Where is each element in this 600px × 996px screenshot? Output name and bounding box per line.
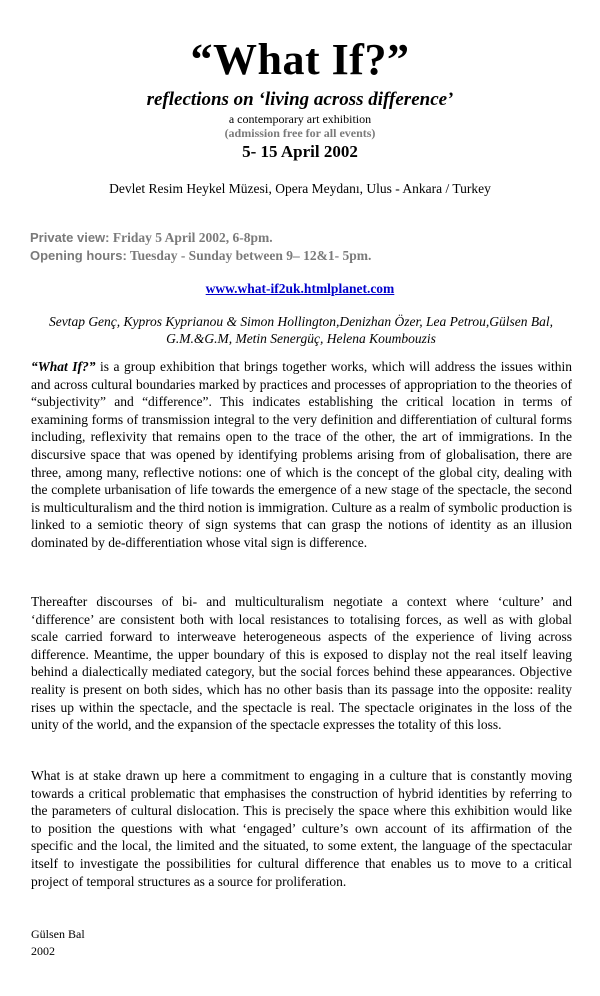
opening-hours-line [30, 247, 580, 265]
exhibition-dates: 5- 15 April 2002 [242, 142, 358, 161]
private-view-value: Friday 5 April 2002, 6-8pm. [109, 230, 273, 245]
paragraph-lead: “What If?” [31, 359, 96, 374]
signature-year: 2002 [31, 944, 55, 958]
website-link[interactable]: www.what-if2uk.htmlplanet.com [205, 281, 395, 296]
body-paragraph-1 [31, 358, 572, 552]
venue-address: Devlet Resim Heykel Müzesi, Opera Meydanı, Ulus - Ankara / Turkey [109, 181, 491, 196]
opening-hours-label: Opening hours: [30, 248, 127, 263]
opening-hours-value: Tuesday - Sunday between 9– 12&1- 5pm. [126, 248, 372, 263]
private-view-line [30, 229, 580, 247]
private-view-label: Private view: [30, 230, 110, 245]
signature-name: Gülsen Bal [31, 927, 85, 941]
artists-line-1: Sevtap Genç, Kypros Kyprianou & Simon Hollington,Denizhan Özer, Lea Petrou,Gülsen Bal, [48, 314, 554, 329]
body-paragraph-3: What is at stake drawn up here a commitment to engaging in a culture that is constantly moving towards a critical problematic that emphasises the construction of hybrid identities by referring to the parameters of cultural dislocation. This is precisely the space where this exhibition would like to position the questions with what ‘engaged’ culture’s own account of its affirmation of the specific and the local, the limited and the situated, to some extent, the language of the spectacular itself to investigate the possibilities for cultural difference that enables us to move to a critical project of temporal structures as a source for proliferation. [31, 768, 572, 889]
admission-note: (admission free for all events) [224, 126, 376, 140]
body-paragraph-2: Thereafter discourses of bi- and multiculturalism negotiate a context where ‘culture’ and ‘difference’ are consistent both with local resistances to totalising forces, as well as with global scale carried forward to interweave heterogeneous aspects of the experience of living across difference. Meantime, the upper boundary of this is exposed to display not the real itself leaving behind a dialectically mediated category, but the social forces behind these appearances. Objective reality is present on both sides, which has no other basis than its passage into the opposite: reality rises up within the spectacle, and the spectacle is real. The spectacle originates in the loss of the unity of the world, and the expansion of the spectacle expresses the totality of this loss. [31, 594, 572, 733]
exhibition-kicker: a contemporary art exhibition [228, 112, 372, 126]
page-subtitle: reflections on ‘living across difference’ [146, 89, 454, 110]
page-title: “What If?” [190, 35, 410, 84]
artists-list [30, 313, 572, 347]
artists-line-2: G.M.&G.M, Metin Senergüç, Helena Koumbouzis [166, 331, 436, 346]
paragraph-1-text: is a group exhibition that brings together works, which will address the issues within and across cultural boundaries marked by practices and processes of appropriation to the theories of “subjectivity” and “difference”. This indicates establishing the critical location in terms of examining forms of transmission integral to the very definition and differentiation of cultural forms including, reflexivity that remains open to the trace of the other, the art of immigrations. In the discursive space that was opened by identifying problems arising from of globalisation, there are three, among many, reflective notions: one of which is the concept of the global city, dealing with the complete urbanisation of life towards the emergence of a new stage of the spectacle, the second is multiculturalism and the third notion is immigration. Culture as a realm of symbolic production is linked to a semiotic theory of sign systems that can grasp the notions of identity as an illusion dominated by de-differentiation whose vital sign is difference. [31, 359, 572, 550]
